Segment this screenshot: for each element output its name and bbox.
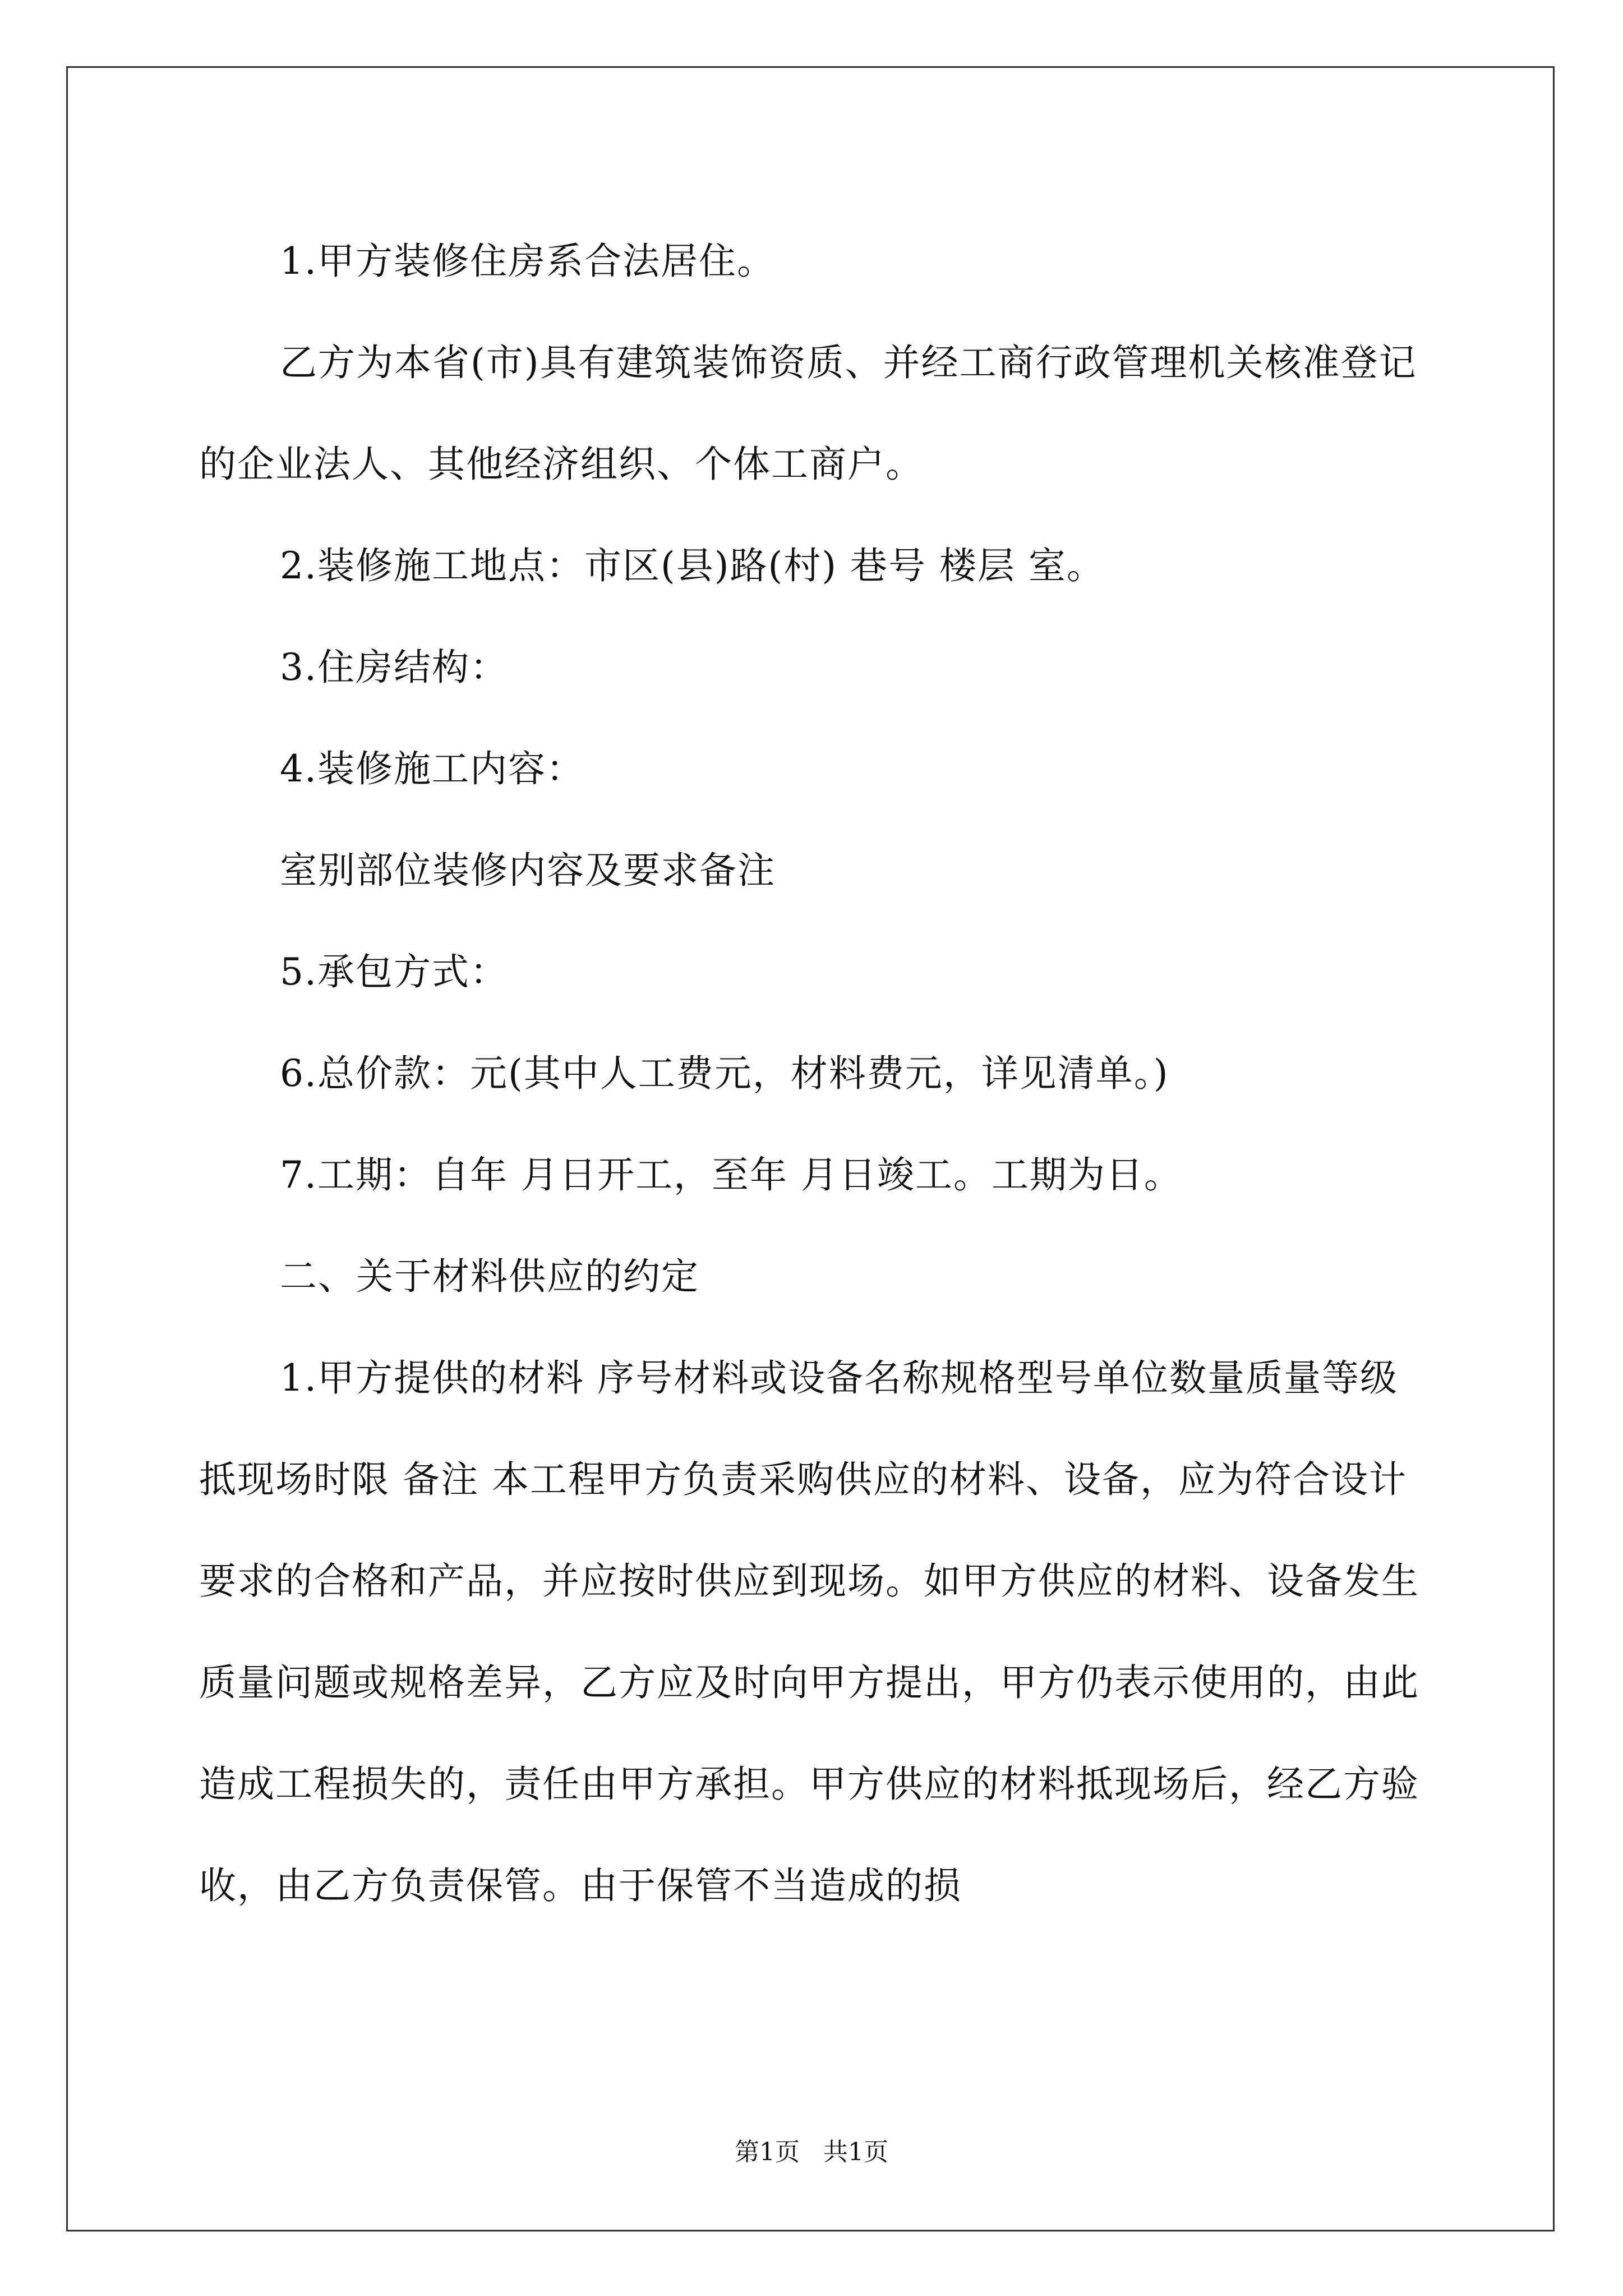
page-number-footer: 第1页 共1页 xyxy=(735,2138,888,2166)
paragraph-7: 5.承包方式： xyxy=(280,950,508,993)
paragraph-2: 乙方为本省(市)具有建筑装饰资质、并经工商行政管理机关核准登记的企业法人、其他经济组织、个体工商户。 xyxy=(199,341,1417,486)
paragraph-8: 6.总价款：元(其中人工费元，材料费元，详见清单。) xyxy=(280,1052,1169,1095)
paragraph-4: 3.住房结构： xyxy=(280,646,508,689)
paragraph-5: 4.装修施工内容： xyxy=(280,747,584,790)
paragraph-11: 1.甲方提供的材料 序号材料或设备名称规格型号单位数量质量等级抵现场时限 备注 本工程甲方负责采购供应的材料、设备，应为符合设计要求的合格和产品，并应按时供应到现场。如甲方供应的材料、设备发生质量问题或规格差异，乙方应及时向甲方提出，甲方仍表示使用的，由此造成工程损失的，责任由甲方承担。甲方供应的材料抵现场后，经乙方验收，由乙方负责保管。由于保管不当造成的损 xyxy=(199,1356,1419,1907)
paragraph-6: 室别部位装修内容及要求备注 xyxy=(280,849,776,892)
paragraph-3: 2.装修施工地点：市区(县)路(村) 巷号 楼层 室。 xyxy=(280,544,1105,587)
paragraph-9: 7.工期：自年 月日开工，至年 月日竣工。工期为日。 xyxy=(280,1153,1182,1197)
section-heading-materials: 二、关于材料供应的约定 xyxy=(280,1255,699,1298)
document-body xyxy=(199,210,1427,1936)
paragraph-1: 1.甲方装修住房系合法居住。 xyxy=(280,240,775,283)
